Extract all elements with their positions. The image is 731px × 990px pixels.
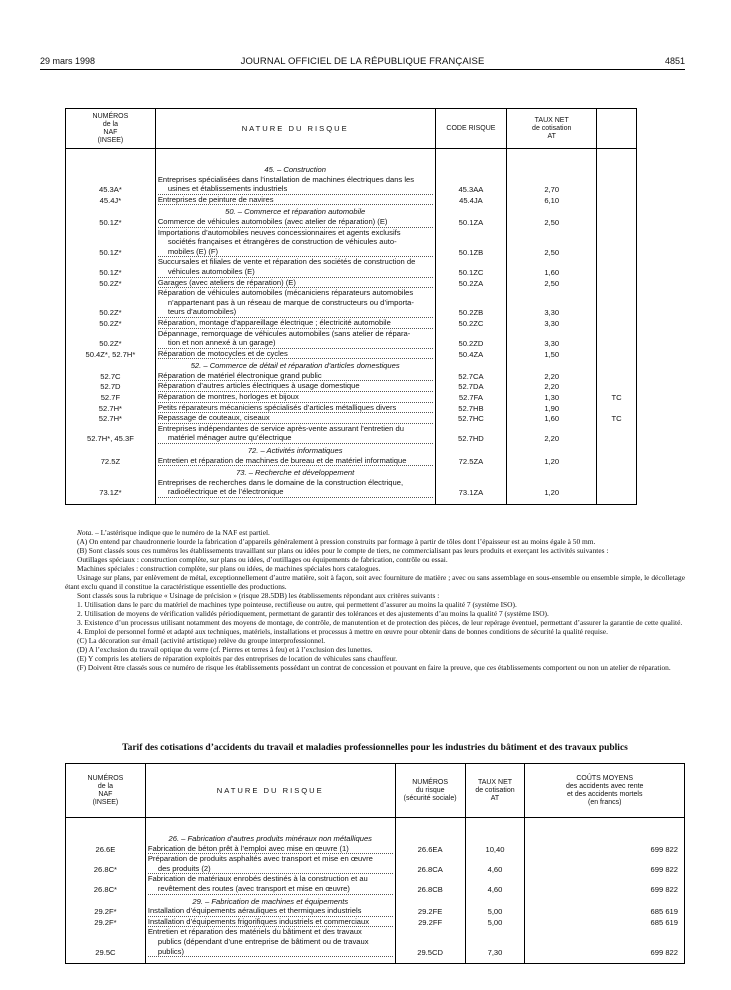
nature-cell <box>155 195 435 206</box>
table-row <box>66 329 637 349</box>
section-cell <box>507 205 597 217</box>
taux-cell: 2,50 <box>507 228 597 258</box>
code-cell: 50.2ZD <box>435 329 507 349</box>
section-title: 72. – Activités informatiques <box>155 444 435 456</box>
taux-cell: 3,30 <box>507 329 597 349</box>
col-header-code: CODE RISQUE <box>435 109 507 149</box>
extra-cell <box>597 381 637 392</box>
nature-line: véhicules automobiles (E) <box>158 267 433 278</box>
section-title: 73. – Recherche et développement <box>155 466 435 478</box>
naf-cell: 52.7H* <box>66 403 156 414</box>
naf-cell: 26.6E <box>66 844 146 855</box>
extra-cell <box>597 371 637 382</box>
extra-cell <box>597 478 637 498</box>
spacer-cell <box>145 957 395 964</box>
nature-line: Dépannage, remorquage de véhicules automobiles (sans atelier de répara- <box>157 328 411 338</box>
nature-line: Entreprises indépendantes de service après-vente assurant l’entretien du <box>157 423 404 433</box>
section-cell <box>435 205 507 217</box>
cout-cell: 699 822 <box>525 844 685 855</box>
section-row <box>66 163 637 175</box>
section-cell <box>597 466 637 478</box>
taux-cell: 1,30 <box>507 392 597 403</box>
nature-line: sociétés françaises et étrangères de construction de véhicules auto- <box>167 237 397 247</box>
section-cell <box>507 359 597 371</box>
section-cell <box>507 163 597 175</box>
section-cell <box>66 359 156 371</box>
section-row <box>66 895 685 907</box>
nature-line: revêtement des routes (avec transport et mise en œuvre) <box>148 884 393 895</box>
section-cell <box>395 832 465 844</box>
naf-cell: 50.1Z* <box>66 257 156 277</box>
naf-cell: 29.2F* <box>66 906 146 917</box>
table-row <box>66 424 637 444</box>
naf-cell: 29.2F* <box>66 917 146 928</box>
naf-cell: 52.7D <box>66 381 156 392</box>
nature-cell <box>155 371 435 382</box>
nature-cell <box>145 854 395 874</box>
nature-line: Installation d’équipements frigorifiques industriels et commerciaux <box>148 917 393 928</box>
risk-table-2 <box>65 763 685 964</box>
nature-line: Repassage de couteaux, ciseaux <box>158 413 433 424</box>
note-paragraph: 4. Emploi de personnel formé et adapté aux techniques, matériels, installations et processus à mettre en œuvre pour obtenir dans de bonnes conditions de sécurité la qualité requise. <box>77 627 608 636</box>
section-cell <box>435 163 507 175</box>
table-row <box>66 381 637 392</box>
nature-cell <box>155 349 435 360</box>
taux-cell: 2,70 <box>507 175 597 195</box>
spacer-cell <box>525 818 685 833</box>
naf-cell: 50.4Z*, 52.7H* <box>66 349 156 360</box>
table-row <box>66 175 637 195</box>
code-cell: 52.7FA <box>435 392 507 403</box>
table-row <box>66 228 637 258</box>
note-paragraph: (E) Y compris les ateliers de réparation exploités par des entreprises de location de véhicules sans chauffeur. <box>77 654 398 663</box>
note-paragraph: (F) Doivent être classés sous ce numéro de risque les établissements possédant un contrat de concession et pouvant en faire la preuve, que ces établissements comportent ou non un atelier de réparation. <box>77 663 671 672</box>
nature-cell <box>155 381 435 392</box>
section-cell <box>597 163 637 175</box>
nature-line: tion et non annexé à un garage) <box>158 338 433 349</box>
nature-line: Fabrication de béton prêt à l’emploi avec mise en œuvre (1) <box>148 844 393 855</box>
nature-line: Fabrication de matériaux enrobés destinés à la construction et au <box>147 874 368 884</box>
naf-cell: 52.7F <box>66 392 156 403</box>
nature-line: publics (dépendant d’une entreprise de bâtiment ou de travaux <box>157 936 369 946</box>
code-cell: 50.2ZC <box>435 318 507 329</box>
section-cell <box>66 444 156 456</box>
nature-line: Garages (avec ateliers de réparation) (E) <box>158 278 433 289</box>
section-cell <box>465 895 525 907</box>
taux-cell: 1,90 <box>507 403 597 414</box>
extra-cell <box>597 278 637 289</box>
nature-cell <box>145 917 395 928</box>
nature-cell <box>155 403 435 414</box>
nature-cell <box>155 175 435 195</box>
code-cell: 45.3AA <box>435 175 507 195</box>
naf-cell: 45.4J* <box>66 195 156 206</box>
naf-cell: 50.1Z* <box>66 228 156 258</box>
section-row <box>66 205 637 217</box>
extra-cell <box>597 217 637 228</box>
note-paragraph: (C) La décoration sur émail (activité artistique) relève du groupe interprofessionnel. <box>77 636 326 645</box>
taux-cell: 5,00 <box>465 906 525 917</box>
taux-cell: 3,30 <box>507 288 597 318</box>
taux-cell: 1,60 <box>507 257 597 277</box>
col-header-naf: NUMÉROS de la NAF (INSEE) <box>66 109 156 149</box>
section-cell <box>66 466 156 478</box>
naf-cell: 50.2Z* <box>66 278 156 289</box>
table-row <box>66 195 637 206</box>
extra-cell <box>597 329 637 349</box>
nature-line: Préparation de produits asphaltés avec transport et mise en œuvre <box>147 854 373 864</box>
naf-cell: 72.5Z <box>66 456 156 467</box>
naf-cell: 52.7C <box>66 371 156 382</box>
extra-cell <box>597 195 637 206</box>
extra-cell <box>597 318 637 329</box>
nature-cell <box>155 228 435 258</box>
nature-line: teurs d’automobiles) <box>158 307 433 318</box>
nature-line: Entreprises de peinture de navires <box>158 195 433 206</box>
section-cell <box>525 895 685 907</box>
section-cell <box>597 444 637 456</box>
note-paragraph: Machines spéciales : construction complète, sur plans ou idées, de machines spéciales hors catalogues. <box>77 564 381 573</box>
naf-cell: 50.1Z* <box>66 217 156 228</box>
naf-cell: 73.1Z* <box>66 478 156 498</box>
naf-cell: 50.2Z* <box>66 288 156 318</box>
spacer-cell <box>507 149 597 164</box>
nature-line: Commerce de véhicules automobiles (avec atelier de réparation) (E) <box>158 217 433 228</box>
taux-cell: 1,50 <box>507 349 597 360</box>
section-cell <box>597 359 637 371</box>
nature-cell <box>155 217 435 228</box>
table-row <box>66 854 685 874</box>
code-cell: 50.1ZB <box>435 228 507 258</box>
table-row <box>66 917 685 928</box>
num-cell: 29.2FF <box>395 917 465 928</box>
spacer-cell <box>155 498 435 505</box>
taux-cell: 2,50 <box>507 278 597 289</box>
nature-line: Réparation de montres, horloges et bijoux <box>158 392 433 403</box>
section-cell <box>66 832 146 844</box>
header-date: 29 mars 1998 <box>40 56 96 66</box>
nature-line: Succursales et filiales de vente et réparation des sociétés de construction de <box>157 257 416 267</box>
nature-line: Petits réparateurs mécaniciens spécialisés d’articles métalliques divers <box>158 403 433 414</box>
note-paragraph: 3. Existence d’un processus utilisant notamment des moyens de montage, de contrôle, de manutention et de protection des pièces, de leur repérage éventuel, permettant d’assurer la garantie de cette qualité. <box>77 618 683 627</box>
spacer-cell <box>597 498 637 505</box>
code-cell: 50.2ZB <box>435 288 507 318</box>
col-header-nature: NATURE DU RISQUE <box>155 109 435 149</box>
naf-cell: 45.3A* <box>66 175 156 195</box>
nature-cell <box>155 329 435 349</box>
taux-cell: 6,10 <box>507 195 597 206</box>
section-title: 52. – Commerce de détail et réparation d’articles domestiques <box>155 359 435 371</box>
extra-cell <box>597 257 637 277</box>
extra-cell <box>597 228 637 258</box>
table-row <box>66 478 637 498</box>
extra-cell <box>597 424 637 444</box>
nature-line: mobiles (E) (F) <box>158 247 433 258</box>
extra-cell <box>597 403 637 414</box>
extra-cell <box>597 349 637 360</box>
naf-cell: 26.8C* <box>66 854 146 874</box>
naf-cell: 50.2Z* <box>66 318 156 329</box>
spacer-cell <box>525 957 685 964</box>
section-row <box>66 466 637 478</box>
table-row <box>66 413 637 424</box>
nature-cell <box>155 318 435 329</box>
nature-cell <box>155 456 435 467</box>
naf-cell: 52.7H* <box>66 413 156 424</box>
note-paragraph: Usinage sur plans, par enlèvement de métal, exceptionnellement d’autre matière, soit à façon, soit avec fourniture de matière ; avec ou sans assemblage en sous-ensemble ou ensemble simple, le décolletage étant exclu quand il constitue la caractéristique essentielle des productions. <box>65 573 685 591</box>
spacer-cell <box>66 149 156 164</box>
note-nota: Nota. <box>77 528 94 537</box>
nature-line: Réparation, montage d’appareillage électrique ; électricité automobile <box>158 318 433 329</box>
code-cell: 73.1ZA <box>435 478 507 498</box>
nature-line: Entreprises de recherches dans le domaine de la construction électrique, <box>157 477 404 487</box>
code-cell: 52.7HB <box>435 403 507 414</box>
spacer-cell <box>395 957 465 964</box>
table-row <box>66 456 637 467</box>
nature-cell <box>155 278 435 289</box>
section-cell <box>66 163 156 175</box>
spacer-cell <box>145 818 395 833</box>
section-title: 26. – Fabrication d’autres produits minéraux non métalliques <box>145 832 395 844</box>
taux-cell: 1,20 <box>507 456 597 467</box>
section-cell <box>597 205 637 217</box>
spacer-cell <box>507 498 597 505</box>
section-title: 50. – Commerce et réparation automobile <box>155 205 435 217</box>
table-row <box>66 403 637 414</box>
spacer-cell <box>395 818 465 833</box>
note-paragraph: Outillages spéciaux : construction complète, sur plans ou idées, d’outillages ou équipements de fabrication, contrôle ou essai. <box>77 555 448 564</box>
risk-table-1 <box>65 108 637 505</box>
table-row <box>66 906 685 917</box>
nature-cell <box>145 927 395 957</box>
cout-cell: 685 619 <box>525 917 685 928</box>
nature-cell <box>145 874 395 894</box>
nature-line: matériel ménager autre qu’électrique <box>158 433 433 444</box>
spacer-cell <box>66 498 156 505</box>
taux-cell: 7,30 <box>465 927 525 957</box>
col2-header-nature: NATURE DU RISQUE <box>145 764 395 818</box>
note-lead <box>65 528 685 537</box>
section-row <box>66 832 685 844</box>
cout-cell: 685 619 <box>525 906 685 917</box>
naf-cell: 26.8C* <box>66 874 146 894</box>
nature-line: Importations d’automobiles neuves concessionnaires et agents exclusifs <box>157 227 401 237</box>
code-cell: 50.2ZA <box>435 278 507 289</box>
table-row <box>66 288 637 318</box>
spacer-cell <box>465 957 525 964</box>
code-cell: 52.7DA <box>435 381 507 392</box>
taux-cell: 1,60 <box>507 413 597 424</box>
nature-line: Réparation de véhicules automobiles (mécaniciens réparateurs automobiles <box>157 288 414 298</box>
num-cell: 26.8CB <box>395 874 465 894</box>
taux-cell: 2,50 <box>507 217 597 228</box>
note-paragraph: (A) On entend par chaudronnerie lourde la fabrication d’appareils généralement à pression construits par formage à partir de tôles dont l’épaisseur est au moins égale à 50 mm. <box>77 537 596 546</box>
nature-cell <box>155 288 435 318</box>
section-title: 29. – Fabrication de machines et équipements <box>145 895 395 907</box>
section-title: 45. – Construction <box>155 163 435 175</box>
section-cell <box>507 444 597 456</box>
table-row <box>66 217 637 228</box>
table-row <box>66 874 685 894</box>
num-cell: 26.6EA <box>395 844 465 855</box>
nature-line: radioélectrique et de l’électronique <box>158 487 433 498</box>
table-row <box>66 927 685 957</box>
taux-cell: 2,20 <box>507 381 597 392</box>
code-cell: 52.7HD <box>435 424 507 444</box>
header-title: JOURNAL OFFICIEL DE LA RÉPUBLIQUE FRANÇAISE <box>240 56 485 67</box>
taux-cell: 1,20 <box>507 478 597 498</box>
code-cell: 50.1ZC <box>435 257 507 277</box>
nature-cell <box>155 257 435 277</box>
code-cell: 52.7CA <box>435 371 507 382</box>
col-header-taux: TAUX NET de cotisation AT <box>507 109 597 149</box>
taux-cell: 5,00 <box>465 917 525 928</box>
table-row <box>66 392 637 403</box>
note-paragraph: (B) Sont classés sous ces numéros les établissements travaillant sur plans ou idées pour le compte de tiers, ne commercialisant pas leurs produits et exerçant les activités suivantes : <box>77 546 609 555</box>
num-cell: 29.5CD <box>395 927 465 957</box>
section-cell <box>465 832 525 844</box>
nature-cell <box>155 413 435 424</box>
cout-cell: 699 822 <box>525 927 685 957</box>
nature-cell <box>145 906 395 917</box>
table-row <box>66 318 637 329</box>
extra-cell: TC <box>597 413 637 424</box>
taux-cell: 2,20 <box>507 424 597 444</box>
spacer-cell <box>435 149 507 164</box>
nature-cell <box>155 392 435 403</box>
taux-cell: 4,60 <box>465 854 525 874</box>
spacer-cell <box>66 957 146 964</box>
section-row <box>66 359 637 371</box>
section-cell <box>435 466 507 478</box>
notes <box>65 528 685 672</box>
nature-line: publics) <box>148 947 393 958</box>
extra-cell: TC <box>597 392 637 403</box>
section-cell <box>435 359 507 371</box>
nature-line: n’appartenant pas à un réseau de marque de constructeurs ou d’importa- <box>167 297 414 307</box>
cout-cell: 699 822 <box>525 854 685 874</box>
nature-line: Réparation de motocycles et de cycles <box>158 349 433 360</box>
note-paragraph: 1. Utilisation dans le parc du matériel de machines type pointeuse, rectifieuse ou autre, qui permettent d’assurer au moins la qualité 7 (système ISO). <box>77 600 517 609</box>
section-cell <box>507 466 597 478</box>
nature-cell <box>145 844 395 855</box>
naf-cell: 52.7H*, 45.3F <box>66 424 156 444</box>
naf-cell: 29.5C <box>66 927 146 957</box>
num-cell: 26.8CA <box>395 854 465 874</box>
taux-cell: 4,60 <box>465 874 525 894</box>
taux-cell: 2,20 <box>507 371 597 382</box>
nature-cell <box>155 478 435 498</box>
nature-line: Réparation de matériel électronique grand public <box>158 371 433 382</box>
code-cell: 50.1ZA <box>435 217 507 228</box>
extra-cell <box>597 288 637 318</box>
note-paragraph: 2. Utilisation de moyens de vérification validés périodiquement, permettant de garantir des tolérances et des ajustements d’au moins la qualité 7 (système ISO). <box>77 609 549 618</box>
spacer-cell <box>597 149 637 164</box>
header-page-number: 4851 <box>664 56 685 66</box>
section-row <box>66 444 637 456</box>
note-paragraph: (D) A l’exclusion du travail optique du verre (cf. Pierres et terres à feu) et à l’exclusion des lunettes. <box>77 645 373 654</box>
header-rule <box>40 69 685 70</box>
nature-line: usines et établissements industriels <box>158 184 433 195</box>
table-row <box>66 278 637 289</box>
spacer-cell <box>465 818 525 833</box>
col2-header-num: NUMÉROS du risque (sécurité sociale) <box>395 764 465 818</box>
nature-line: Réparation d’autres articles électriques à usage domestique <box>158 381 433 392</box>
col2-header-couts: COÛTS MOYENS des accidents avec rente et des accidents mortels (en francs) <box>525 764 685 818</box>
col2-header-taux: TAUX NET de cotisation AT <box>465 764 525 818</box>
nature-cell <box>155 424 435 444</box>
num-cell: 29.2FE <box>395 906 465 917</box>
code-cell: 52.7HC <box>435 413 507 424</box>
section-cell <box>525 832 685 844</box>
cout-cell: 699 822 <box>525 874 685 894</box>
extra-cell <box>597 456 637 467</box>
nature-line: Entretien et réparation des matériels du bâtiment et des travaux <box>147 927 362 937</box>
code-cell: 45.4JA <box>435 195 507 206</box>
note-paragraph: Sont classés sous la rubrique « Usinage de précision » (risque 28.5DB) les établissements répondant aux critères suivants : <box>77 591 440 600</box>
table-row <box>66 257 637 277</box>
section-cell <box>66 205 156 217</box>
extra-cell <box>597 175 637 195</box>
section-cell <box>66 895 146 907</box>
section-cell <box>435 444 507 456</box>
taux-cell: 10,40 <box>465 844 525 855</box>
col-header-extra <box>597 109 637 149</box>
spacer-cell <box>155 149 435 164</box>
spacer-cell <box>435 498 507 505</box>
nature-line: Entretien et réparation de machines de bureau et de matériel informatique <box>158 456 433 467</box>
nature-line: des produits (2) <box>148 864 393 875</box>
section-cell <box>395 895 465 907</box>
nature-line: Installation d’équipements aérauliques et thermiques industriels <box>148 906 393 917</box>
table-row <box>66 349 637 360</box>
col2-header-naf: NUMÉROS de la NAF (INSEE) <box>66 764 146 818</box>
spacer-cell <box>66 818 146 833</box>
table2-title: Tarif des cotisations d’accidents du travail et maladies professionnelles pour les industries du bâtiment et des travaux publics <box>122 743 628 753</box>
table-row <box>66 371 637 382</box>
code-cell: 50.4ZA <box>435 349 507 360</box>
note-nota-text: – L’astérisque indique que le numéro de la NAF est partiel. <box>93 528 270 537</box>
naf-cell: 50.2Z* <box>66 329 156 349</box>
table-row <box>66 844 685 855</box>
nature-line: Entreprises spécialisées dans l’installation de machines électriques dans les <box>157 174 415 184</box>
taux-cell: 3,30 <box>507 318 597 329</box>
code-cell: 72.5ZA <box>435 456 507 467</box>
